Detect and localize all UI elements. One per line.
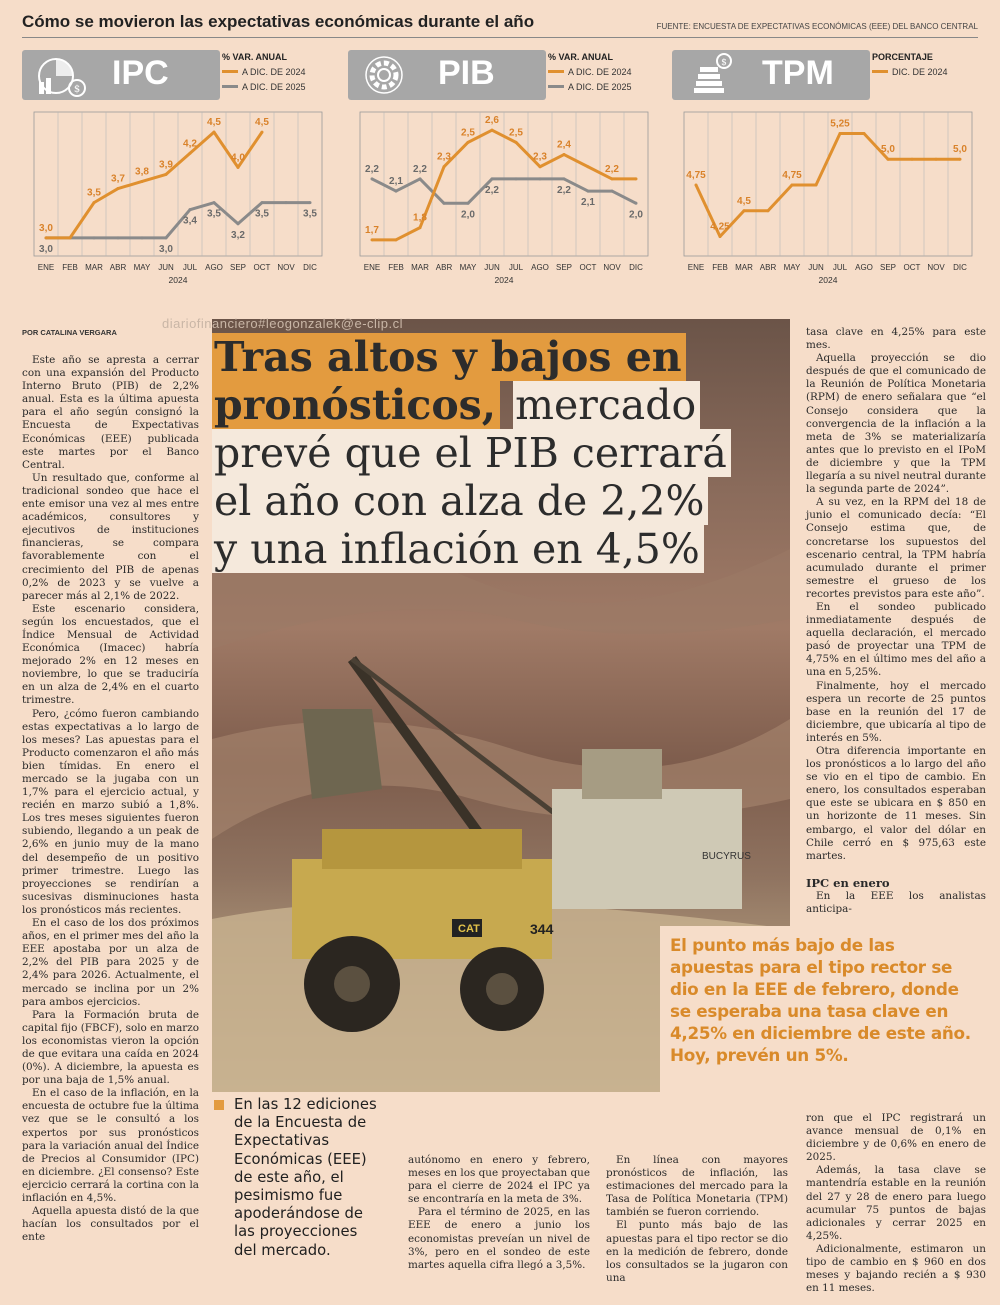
data-label: 1,7 (365, 224, 379, 236)
data-label: 3,5 (255, 208, 269, 220)
data-label: 3,9 (159, 159, 173, 171)
paragraph: En la EEE los analistas anticipa- (806, 889, 986, 916)
tick-label: MAR (411, 263, 429, 272)
axis-label: 2024 (818, 275, 838, 285)
legend-title: % VAR. ANUAL (222, 52, 287, 62)
data-point (563, 177, 566, 180)
axis-label: 2024 (168, 275, 188, 285)
tpm-legend (872, 52, 948, 79)
data-label: 3,0 (39, 222, 53, 234)
tick-label: SEP (879, 263, 897, 272)
data-point (491, 129, 494, 132)
truck-brand: CAT (458, 923, 480, 935)
pib-legend (548, 52, 632, 94)
data-point (261, 201, 264, 204)
data-label: 2,5 (461, 127, 475, 139)
data-point (911, 158, 914, 161)
tpm-chart (672, 106, 984, 291)
money-stack-icon (680, 52, 738, 98)
header-divider (22, 37, 978, 38)
tick-label: JUN (484, 263, 500, 272)
data-label: 3,8 (135, 166, 149, 178)
paragraph: En línea con mayores pronósticos de inflación, las estimaciones del mercado para la Tasa de Política Monetaria (TPM) también se fueron corriendo. (606, 1154, 788, 1219)
infographic-title: Cómo se movieron las expectativas económicas durante el año (22, 12, 535, 31)
tick-label: FEB (62, 263, 78, 272)
data-label: 2,1 (389, 176, 403, 188)
data-label: 2,2 (557, 184, 571, 196)
tick-label: JUN (158, 263, 174, 272)
pib-chart (348, 106, 660, 291)
ipc-banner (22, 50, 220, 100)
data-point (117, 187, 120, 190)
data-label: 2,0 (461, 209, 475, 221)
data-label: 1,8 (413, 212, 427, 224)
data-label: 3,2 (231, 229, 245, 241)
axis-label: 2024 (494, 275, 514, 285)
data-label: 2,0 (629, 209, 643, 221)
legend-item: A DIC. DE 2025 (222, 79, 306, 94)
data-label: 4,0 (231, 152, 245, 164)
legend-item: DIC. DE 2024 (872, 64, 948, 79)
data-point (815, 184, 818, 187)
paragraph: tasa clave en 4,25% para este mes. (806, 326, 986, 352)
data-point (213, 201, 216, 204)
data-label: 2,3 (437, 151, 451, 163)
byline: POR CATALINA VERGARA (22, 328, 117, 337)
data-label: 4,5 (737, 195, 751, 207)
paragraph: autónomo en enero y febrero, meses en los que proyectaban que para el cierre de 2024 el IPC ya se encontraría en la meta de 3%. (408, 1154, 590, 1206)
truck-number: 344 (530, 921, 554, 937)
tick-label: NOV (277, 263, 295, 272)
tick-label: OCT (579, 263, 597, 272)
article-column-4 (806, 326, 986, 916)
data-point (395, 238, 398, 241)
data-point (93, 236, 96, 239)
data-point (467, 141, 470, 144)
tick-label: SEP (555, 263, 573, 272)
data-point (395, 190, 398, 193)
pib-panel (348, 46, 660, 291)
data-point (237, 166, 240, 169)
gear-icon (356, 52, 414, 98)
tick-label: ENE (687, 263, 705, 272)
data-point (839, 132, 842, 135)
tick-label: JUL (182, 263, 198, 272)
tick-label: AGO (531, 263, 549, 272)
data-point (165, 173, 168, 176)
headline (212, 333, 737, 573)
paragraph: Además, la tasa clave se mantendría estable en la reunión del 27 y 28 de enero para luego acumular 75 puntos de bajas adicionales y cerrar 2025 en 4,25%. (806, 1164, 986, 1242)
data-label: 3,5 (303, 208, 317, 220)
paragraph: A su vez, en la RPM del 18 de junio el comunicado decía: “El Consejo estima que, de concretarse los supuestos del escenario central, la TPM habría acumulado durante el primer semestre el grueso de los recortes previstos para este año”. (806, 496, 986, 600)
tick-label: JUN (808, 263, 824, 272)
data-point (515, 141, 518, 144)
callout-text: En las 12 ediciones de la Encuesta de Expectativas Económicas (EEE) de este año, el pesimismo fue apoderándose de las proyecciones del mercado. (234, 1096, 377, 1259)
data-point (587, 165, 590, 168)
data-label: 5,0 (881, 144, 895, 156)
paragraph: Para la Formación bruta de capital fijo (FBCF), solo en marzo los economistas vieron la opción de que evitara una caída en 2024 (0%). A diciembre, la apuesta es por una baja de 1,5% anual. (22, 1008, 199, 1087)
data-label: 2,2 (485, 184, 499, 196)
data-point (419, 226, 422, 229)
ipc-chart (22, 106, 334, 291)
data-point (443, 165, 446, 168)
legend-item: A DIC. DE 2024 (222, 64, 306, 79)
data-point (611, 190, 614, 193)
paragraph: Para el término de 2025, en las EEE de enero a junio los economistas preveían un nivel de 3%, pero en el sondeo de este martes aquella cifra llegó a 3,5%. (408, 1206, 590, 1271)
data-point (695, 184, 698, 187)
tick-label: OCT (253, 263, 271, 272)
source-note: FUENTE: ENCUESTA DE EXPECTATIVAS ECONÓMICAS (EEE) DEL BANCO CENTRAL (656, 22, 978, 31)
data-label: 2,2 (605, 163, 619, 175)
paragraph: Un resultado que, conforme al tradicional sondeo que hace el ente emisor una vez al mes entre académicos, consultores y ejecutivos de instituciones financieras, se compara favorablemente con el crecimiento del PIB de apenas 0,2% de 2023 y se vuelve a parecer más al 2,1% de 2022. (22, 471, 199, 602)
tick-label: OCT (903, 263, 921, 272)
tick-label: ENE (363, 263, 381, 272)
ipc-legend (222, 52, 306, 94)
data-label: 2,1 (581, 197, 595, 209)
data-point (863, 132, 866, 135)
data-point (165, 236, 168, 239)
watermark: diariofinanciero#leogonzalek@e-clip.cl (162, 316, 404, 331)
data-label: 2,2 (413, 163, 427, 175)
legend-item: A DIC. DE 2024 (548, 64, 632, 79)
data-label: 3,4 (183, 215, 197, 227)
tick-label: AGO (205, 263, 223, 272)
data-point (719, 235, 722, 238)
data-point (587, 190, 590, 193)
tick-label: SEP (229, 263, 247, 272)
paragraph: Adicionalmente, estimaron un tipo de cambio en $ 960 en dos meses y bajando recién a $ 930 en 11 meses. (806, 1242, 986, 1295)
tick-label: NOV (603, 263, 621, 272)
tpm-banner (672, 50, 870, 100)
article-column-2 (408, 1154, 590, 1294)
data-label: 3,0 (39, 243, 53, 255)
legend-title: PORCENTAJE (872, 52, 933, 62)
data-label: 2,4 (557, 139, 571, 151)
data-point (237, 222, 240, 225)
tick-label: ABR (759, 263, 777, 272)
tick-label: MAY (783, 263, 801, 272)
tick-label: ABR (435, 263, 453, 272)
headline-highlight: Tras altos y bajos en pronósticos, (212, 333, 686, 429)
data-point (261, 131, 264, 134)
data-point (743, 209, 746, 212)
data-point (467, 202, 470, 205)
data-label: 3,7 (111, 173, 125, 185)
bullet-square (214, 1100, 224, 1110)
data-point (189, 152, 192, 155)
data-point (371, 238, 374, 241)
data-label: 4,25 (710, 221, 730, 233)
callout-box (212, 1092, 390, 1292)
data-point (93, 201, 96, 204)
data-label: 4,2 (183, 138, 197, 150)
data-point (309, 201, 312, 204)
tick-label: MAY (133, 263, 151, 272)
data-point (635, 177, 638, 180)
paragraph: En el caso de la inflación, en la encuesta de octubre fue la última vez que se le consultó a los expertos por sus pronósticos para la variación anual del Índice de Precios al Consumidor (IPC) en diciembre. ¿El consenso? Este ejercicio cerrará la cortina con la inflación en 4,5%. (22, 1087, 199, 1204)
tick-label: MAR (735, 263, 753, 272)
tick-label: ABR (109, 263, 127, 272)
data-point (69, 236, 72, 239)
tick-label: MAR (85, 263, 103, 272)
data-label: 2,5 (509, 127, 523, 139)
svg-text:$: $ (73, 84, 81, 95)
ipc-panel (22, 46, 334, 291)
tick-label: ENE (37, 263, 55, 272)
data-point (141, 180, 144, 183)
shovel-brand: BUCYRUS (702, 851, 751, 862)
paragraph: Otra diferencia importante en los pronósticos a lo largo del año se vio en el tipo de cambio. En enero, los consultados esperaban que este se ubicara en $ 850 en un horizonte de 11 meses. Sin embargo, el valor del dólar en Chile cerró en $ 975,63 este martes. (806, 745, 986, 862)
data-point (563, 153, 566, 156)
pib-label: PIB (438, 54, 495, 92)
paragraph: Este escenario considera, según los encuestados, que el Índice Mensual de Actividad Económica (Imacec) habría mejorado 2% en 12 meses en noviembre, lo que se traduciría en un alza de 2,4% en el cuarto trimestre. (22, 602, 199, 707)
tick-label: AGO (855, 263, 873, 272)
tick-label: FEB (712, 263, 728, 272)
data-label: 4,75 (782, 170, 802, 181)
chart-coin-icon (30, 52, 88, 98)
paragraph: Aquella proyección se dio después de que el comunicado de la Reunión de Política Monetaria (RPM) de enero señalara que “el Consejo considera que la convergencia de la inflación a la meta de 3% se materializaría antes que lo previsto en el IPoM de diciembre y que la TPM llegaría a su nivel neutral durante la segunda parte de 2024”. (806, 352, 986, 496)
data-point (419, 177, 422, 180)
paragraph: En el caso de los dos próximos años, en el primer mes del año la EEE apostaba por un alza de 2,2% del PIB para 2025 y de 2,4% para 2026. Actualmente, el mercado se inclina por un 2% para ambos ejercicios. (22, 917, 199, 1008)
tick-label: FEB (388, 263, 404, 272)
data-point (45, 236, 48, 239)
data-point (935, 158, 938, 161)
tick-label: DIC (629, 263, 643, 272)
data-label: 2,2 (365, 163, 379, 175)
data-point (443, 202, 446, 205)
tick-label: NOV (927, 263, 945, 272)
tpm-label: TPM (762, 54, 834, 92)
article-column-3 (606, 1154, 788, 1294)
legend-title: % VAR. ANUAL (548, 52, 613, 62)
data-point (515, 177, 518, 180)
data-point (539, 165, 542, 168)
data-label: 5,0 (953, 144, 967, 156)
tick-label: DIC (303, 263, 317, 272)
data-label: 3,5 (87, 187, 101, 199)
data-label: 4,5 (207, 117, 221, 129)
tick-label: DIC (953, 263, 967, 272)
data-label: 3,5 (207, 208, 221, 220)
data-point (959, 158, 962, 161)
legend-item: A DIC. DE 2025 (548, 79, 632, 94)
data-point (371, 177, 374, 180)
data-label: 4,5 (255, 117, 269, 129)
article-column-5 (806, 1112, 986, 1297)
paragraph: Finalmente, hoy el mercado espera un recorte de 25 puntos base en la reunión del 17 de diciembre, que ubicaría al tipo de interés en 5%. (806, 679, 986, 744)
paragraph: Este año se apresta a cerrar con una expansión del Producto Interno Bruto (PIB) de 2,2% anual. Esta es la última apuesta para el año según consignó la Encuesta de Expectativas Económicas (EEE) publicada este martes por el Banco Central. (22, 354, 199, 471)
data-point (791, 184, 794, 187)
data-label: 3,0 (159, 243, 173, 255)
article-column-1 (22, 354, 199, 1294)
paragraph: Pero, ¿cómo fueron cambiando estas expectativas a lo largo de los meses? Las apuestas para el Producto comenzaron el año más bien tímidas. En enero el mercado se la jugaba con un 1,7% para el ejercicio actual, y recién en marzo subió a 1,8%. Los tres meses siguientes fueron subiendo, llegando a un peak de 2,6% en junio muy de la mano del desempeño de un positivo primer trimestre. Luego las proyecciones se rendirían a sucesivas disminuciones hasta los pronósticos más recientes. (22, 707, 199, 916)
data-label: 2,3 (533, 151, 547, 163)
subheading: IPC en enero (806, 875, 890, 890)
paragraph: El punto más bajo de las apuestas para el tipo rector se dio en la medición de febrero, donde los consultados se la jugaron con una (606, 1219, 788, 1284)
svg-text:$: $ (721, 58, 727, 68)
data-point (767, 209, 770, 212)
data-label: 5,25 (830, 118, 850, 130)
pib-banner (348, 50, 546, 100)
data-label: 2,6 (485, 115, 499, 127)
tpm-panel (672, 46, 984, 291)
data-point (117, 236, 120, 239)
data-point (611, 177, 614, 180)
ipc-label: IPC (112, 54, 169, 92)
data-point (285, 201, 288, 204)
data-point (213, 131, 216, 134)
tick-label: JUL (508, 263, 524, 272)
headline-rest: mercado prevé que el PIB cerrará el año con alza de 2,2% y una inflación en 4,5% (212, 381, 731, 573)
pull-quote: El punto más bajo de las apuestas para el tipo rector se dio en la EEE de febrero, donde se esperaba una tasa clave en 4,25% en diciembre de este año. Hoy, prevén un 5%. (660, 926, 990, 1092)
data-point (189, 208, 192, 211)
paragraph: Aquella apuesta distó de la que hacían los consultados por el ente (22, 1205, 199, 1244)
data-point (491, 177, 494, 180)
data-point (141, 236, 144, 239)
paragraph: ron que el IPC registrará un avance mensual de 0,1% en diciembre y de 0,6% en enero de 2025. (806, 1112, 986, 1164)
tick-label: MAY (459, 263, 477, 272)
paragraph: En el sondeo publicado inmediatamente después de aquella declaración, el mercado pasó de proyectar una TPM de 4,75% en el último mes del año a una en 5,25%. (806, 600, 986, 679)
data-point (887, 158, 890, 161)
data-point (539, 177, 542, 180)
data-label: 4,75 (686, 170, 706, 181)
data-point (635, 202, 638, 205)
tick-label: JUL (832, 263, 848, 272)
